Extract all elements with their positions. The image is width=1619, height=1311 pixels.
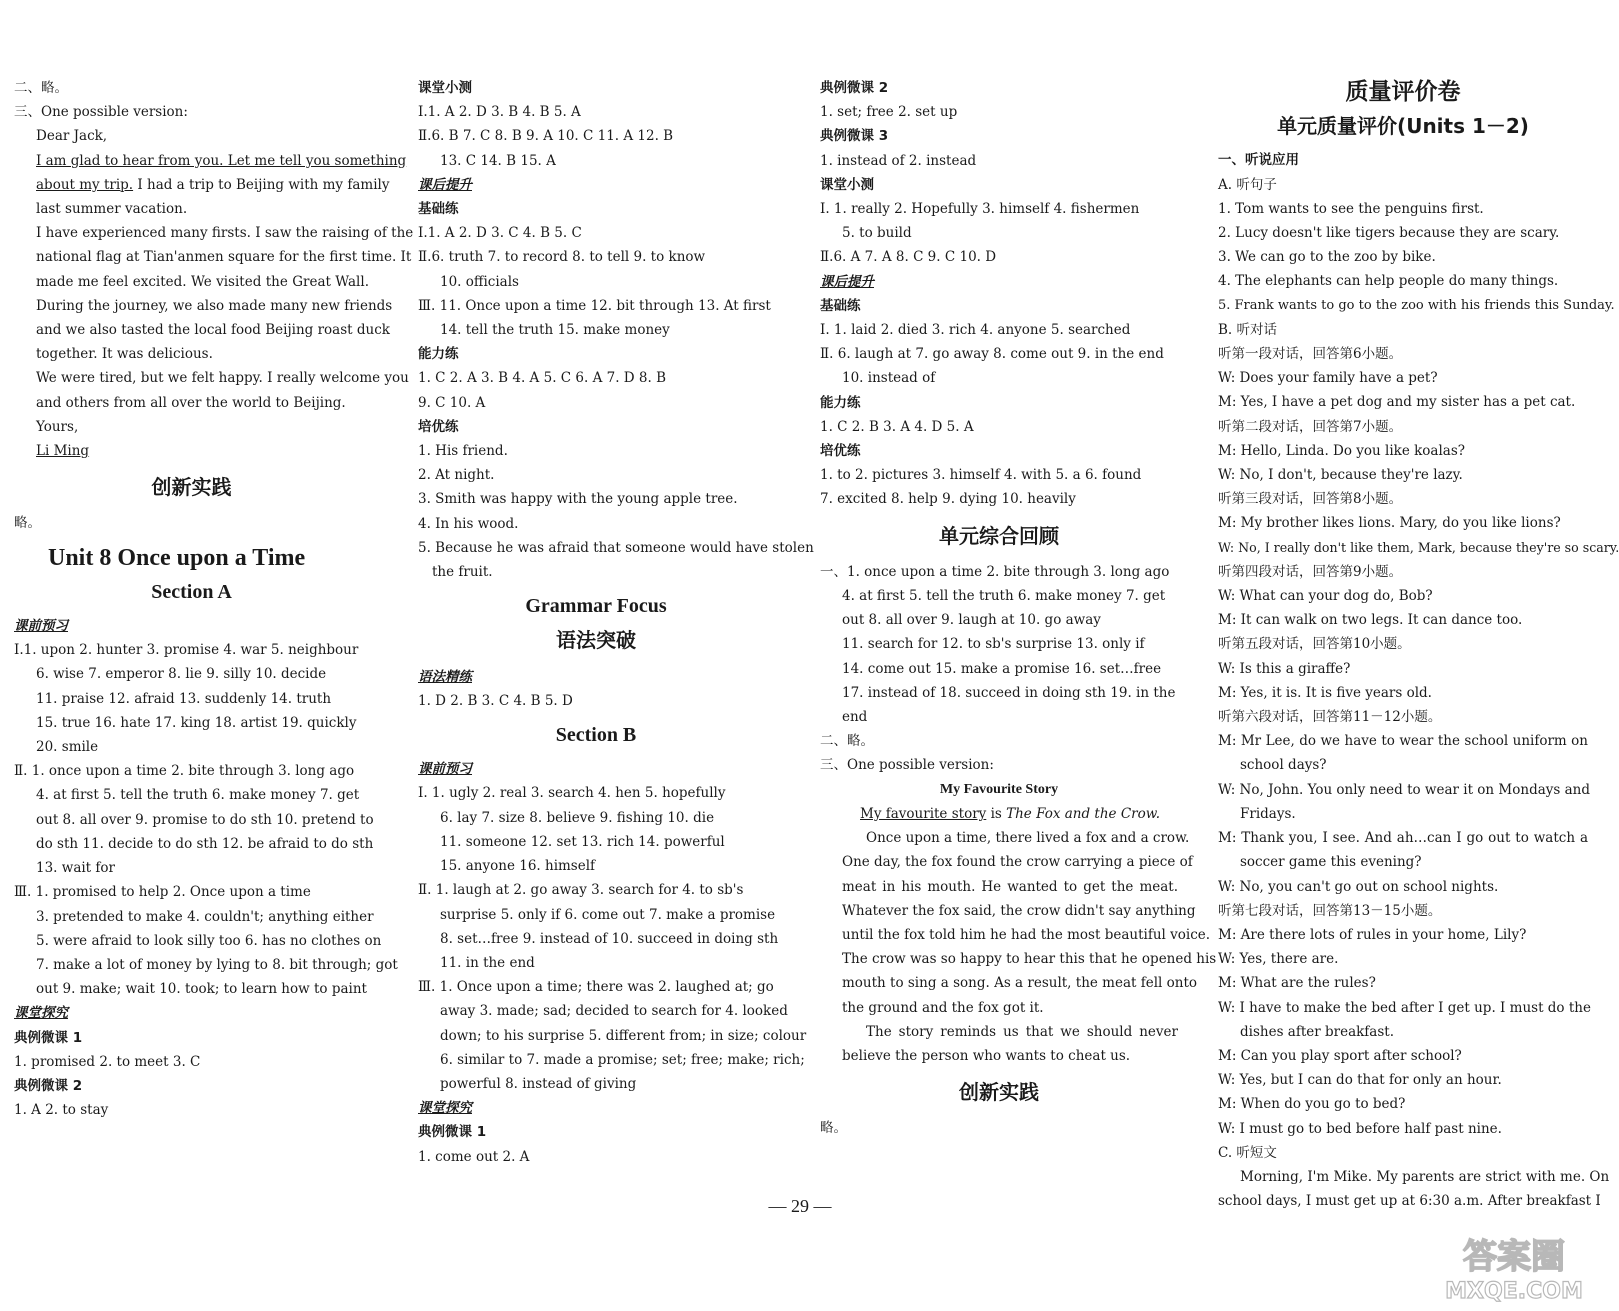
subheading: 基础练 bbox=[820, 297, 861, 314]
answer-line: 4. at first 5. tell the truth 6. make money 7. get bbox=[842, 588, 1166, 605]
script-line: W: Does your family have a pet? bbox=[1218, 370, 1438, 387]
answer-line: Ⅲ. 1. promised to help 2. Once upon a time bbox=[14, 884, 311, 901]
answer-line: 6. lay 7. size 8. believe 9. fishing 10. die bbox=[440, 809, 715, 826]
subheading: 培优练 bbox=[820, 443, 861, 460]
section-heading: Section A bbox=[151, 580, 232, 603]
answer-line: out 8. all over 9. promise to do sth 10. pretend to bbox=[36, 811, 374, 828]
script-line: 听第一段对话，回答第6小题。 bbox=[1218, 346, 1403, 363]
text-line: Once upon a time, there lived a fox and a crow. bbox=[866, 830, 1190, 847]
script-line: 1. Tom wants to see the penguins first. bbox=[1218, 200, 1484, 217]
script-line: school days, I must get up at 6:30 a.m. After breakfast I bbox=[1218, 1193, 1601, 1210]
text-line: 三、One possible version: bbox=[14, 104, 188, 121]
text-line: the ground and the fox got it. bbox=[842, 999, 1044, 1016]
answer-line: 13. C 14. B 15. A bbox=[440, 152, 556, 169]
script-line: 听第五段对话，回答第10小题。 bbox=[1218, 636, 1411, 653]
subheading: B. 听对话 bbox=[1218, 321, 1278, 338]
watermark-logo bbox=[1434, 1228, 1594, 1306]
script-line: W: Yes, but I can do that for only an hour. bbox=[1218, 1072, 1502, 1089]
section-heading: Section B bbox=[555, 724, 637, 747]
answer-line: Ⅱ. 1. laugh at 2. go away 3. search for 4. to sb's bbox=[418, 882, 744, 899]
script-line: W: I have to make the bed after I get up. I must do the bbox=[1218, 999, 1591, 1016]
answer-line: 6. wise 7. emperor 8. lie 9. silly 10. decide bbox=[36, 666, 327, 683]
text-line: I am glad to hear from you. Let me tell you something bbox=[36, 152, 407, 169]
answer-line: 14. come out 15. make a promise 16. set…free bbox=[842, 660, 1162, 677]
answer-line: 4. In his wood. bbox=[418, 515, 519, 532]
script-line: M: Are there lots of rules in your home, Lily? bbox=[1218, 926, 1527, 943]
answer-line: 11. search for 12. to sb's surprise 13. only if bbox=[842, 636, 1145, 653]
script-line: M: Mr Lee, do we have to wear the school uniform on bbox=[1218, 733, 1588, 750]
answer-line: 17. instead of 18. succeed in doing sth 19. in the bbox=[842, 684, 1176, 701]
text-line bbox=[14, 173, 390, 197]
script-line: 听第六段对话，回答第11－12小题。 bbox=[1218, 709, 1442, 726]
section-heading: 单元综合回顾 bbox=[939, 523, 1059, 548]
section-heading: 创新实践 bbox=[959, 1080, 1039, 1105]
underlined-phrase: about my trip. bbox=[36, 176, 134, 193]
script-line: W: Is this a giraffe? bbox=[1218, 660, 1351, 677]
category-tag: 语法精练 bbox=[418, 668, 472, 685]
subheading: 典例微课 1 bbox=[418, 1124, 487, 1141]
subheading: A. 听句子 bbox=[1218, 176, 1277, 193]
script-line: W: I must go to bed before half past nine. bbox=[1218, 1120, 1502, 1137]
answer-line: 10. officials bbox=[440, 273, 519, 290]
answer-line: 13. wait for bbox=[36, 860, 115, 877]
script-line: M: Thank you, I see. And ah…can I go out to watch a bbox=[1218, 830, 1588, 847]
answer-line: 1. C 2. B 3. A 4. D 5. A bbox=[820, 418, 974, 435]
text-line: last summer vacation. bbox=[36, 201, 188, 218]
underlined-phrase: My favourite story bbox=[860, 805, 987, 822]
answer-line: 5. were afraid to look silly too 6. has no clothes on bbox=[36, 932, 382, 949]
script-line: M: It can walk on two legs. It can dance too. bbox=[1218, 612, 1523, 629]
answer-line: 1. C 2. A 3. B 4. A 5. C 6. A 7. D 8. B bbox=[418, 370, 666, 387]
page-subtitle: 单元质量评价(Units 1－2) bbox=[1277, 114, 1529, 139]
answer-line: 11. in the end bbox=[440, 954, 535, 971]
text-line: until the fox told him he had the most beautiful voice. bbox=[842, 926, 1211, 943]
letter-closing: Yours, bbox=[36, 418, 79, 435]
answer-line: end bbox=[842, 709, 868, 726]
answer-line: 10. instead of bbox=[842, 370, 936, 387]
answer-line: Ⅱ. 6. laugh at 7. go away 8. come out 9. in the end bbox=[820, 346, 1164, 363]
text-span: is bbox=[986, 805, 1007, 822]
text-line: made me feel excited. We visited the Great Wall. bbox=[36, 273, 369, 290]
answer-line: Ⅱ.6. A 7. A 8. C 9. C 10. D bbox=[820, 249, 997, 266]
script-line: 听第三段对话，回答第8小题。 bbox=[1218, 491, 1403, 508]
text-line: One day, the fox found the crow carrying a piece of bbox=[842, 854, 1193, 871]
script-line: W: What can your dog do, Bob? bbox=[1218, 588, 1433, 605]
script-line: W: No, I really don't like them, Mark, because they're so scary. bbox=[1218, 539, 1619, 555]
text-line: The crow was so happy to hear this that he opened his bbox=[842, 951, 1217, 968]
script-line: M: Can you play sport after school? bbox=[1218, 1047, 1462, 1064]
script-line: M: Yes, I have a pet dog and my sister has a pet cat. bbox=[1218, 394, 1576, 411]
answer-line: 2. At night. bbox=[418, 467, 495, 484]
script-line: M: When do you go to bed? bbox=[1218, 1096, 1406, 1113]
text-line: together. It was delicious. bbox=[36, 346, 213, 363]
category-tag: 课后提升 bbox=[820, 273, 874, 290]
text-line: and others from all over the world to Beijing. bbox=[36, 394, 346, 411]
answer-line: Ⅱ.6. truth 7. to record 8. to tell 9. to know bbox=[418, 249, 706, 266]
answer-line: 15. anyone 16. himself bbox=[440, 858, 596, 875]
subheading: 课堂小测 bbox=[820, 176, 874, 193]
text-line: Whatever the fox said, the crow didn't say anything bbox=[842, 902, 1196, 919]
category-tag: 课前预习 bbox=[14, 618, 68, 635]
subheading: 课堂小测 bbox=[418, 80, 472, 96]
subheading: 培优练 bbox=[418, 418, 459, 435]
answer-line: Ⅰ. 1. laid 2. died 3. rich 4. anyone 5. searched bbox=[820, 322, 1131, 339]
section-heading: 语法突破 bbox=[556, 628, 636, 653]
answer-line: 11. praise 12. afraid 13. suddenly 14. truth bbox=[36, 690, 332, 707]
answer-line: 1. set; free 2. set up bbox=[820, 104, 958, 121]
answer-line: 4. at first 5. tell the truth 6. make money 7. get bbox=[36, 787, 360, 804]
script-line: W: No, John. You only need to wear it on Mondays and bbox=[1218, 781, 1590, 798]
answer-line: 1. promised 2. to meet 3. C bbox=[14, 1053, 201, 1070]
answer-line: 1. come out 2. A bbox=[418, 1148, 530, 1165]
section-heading: Grammar Focus bbox=[525, 595, 667, 618]
category-tag: 课堂探究 bbox=[418, 1100, 472, 1117]
script-line: M: My brother likes lions. Mary, do you like lions? bbox=[1218, 515, 1561, 532]
script-line: M: Hello, Linda. Do you like koalas? bbox=[1218, 442, 1465, 459]
answer-line: 7. excited 8. help 9. dying 10. heavily bbox=[820, 491, 1076, 508]
answer-line: out 9. make; wait 10. took; to learn how to paint bbox=[36, 981, 367, 998]
script-line: 听第四段对话，回答第9小题。 bbox=[1218, 563, 1403, 580]
answer-line: 9. C 10. A bbox=[418, 394, 486, 411]
answer-line: 15. true 16. hate 17. king 18. artist 19. quickly bbox=[36, 714, 357, 731]
answer-line: 3. Smith was happy with the young apple tree. bbox=[418, 491, 738, 508]
answer-line: 1. His friend. bbox=[418, 443, 508, 460]
text-line: mouth to sing a song. As a result, the meat fell onto bbox=[842, 975, 1198, 992]
answer-line: Ⅱ. 1. once upon a time 2. bite through 3. long ago bbox=[14, 763, 355, 780]
subheading: 基础练 bbox=[418, 201, 459, 218]
category-tag: 课后提升 bbox=[418, 176, 472, 193]
answer-line: Ⅰ. 1. ugly 2. real 3. search 4. hen 5. hopefully bbox=[418, 785, 726, 802]
answer-line: down; to his surprise 5. different from; in size; colour bbox=[440, 1027, 807, 1044]
text-line: The story reminds us that we should never bbox=[866, 1023, 1178, 1040]
text-line: 略。 bbox=[14, 515, 41, 532]
answer-line: Ⅰ.1. A 2. D 3. C 4. B 5. C bbox=[418, 225, 582, 242]
column-1 bbox=[14, 76, 414, 1122]
text-line: We were tired, but we felt happy. I really welcome you bbox=[36, 370, 409, 387]
answer-line: 5. Because he was afraid that someone would have stolen bbox=[418, 539, 814, 556]
script-line: soccer game this evening? bbox=[1240, 854, 1422, 871]
text-line: During the journey, we also made many new friends bbox=[36, 297, 393, 314]
answer-line: 1. to 2. pictures 3. himself 4. with 5. a 6. found bbox=[820, 467, 1142, 484]
script-line: 2. Lucy doesn't like tigers because they are scary. bbox=[1218, 225, 1560, 242]
answer-line: out 8. all over 9. laugh at 10. go away bbox=[842, 612, 1101, 629]
script-line: W: No, I don't, because they're lazy. bbox=[1218, 467, 1463, 484]
answer-line: 8. set…free 9. instead of 10. succeed in doing sth bbox=[440, 930, 779, 947]
answer-line: Ⅱ.6. B 7. C 8. B 9. A 10. C 11. A 12. B bbox=[418, 128, 674, 145]
answer-line: 一、1. once upon a time 2. bite through 3. long ago bbox=[820, 563, 1170, 580]
text-line: 二、略。 bbox=[14, 80, 68, 96]
svg-text:答案圈: 答案圈 bbox=[1463, 1237, 1565, 1277]
story-title: My Favourite Story bbox=[939, 781, 1059, 797]
text-line: meat in his mouth. He wanted to get the meat. bbox=[842, 878, 1178, 895]
column-2 bbox=[418, 76, 814, 1169]
answer-line: the fruit. bbox=[432, 564, 493, 581]
answer-line: 1. instead of 2. instead bbox=[820, 152, 977, 169]
answer-line: 6. similar to 7. made a promise; set; free; make; rich; bbox=[440, 1051, 805, 1068]
answer-line: 5. to build bbox=[842, 225, 912, 242]
subheading: C. 听短文 bbox=[1218, 1144, 1277, 1161]
page-number: — 29 — bbox=[768, 1196, 832, 1216]
script-line: 4. The elephants can help people do many things. bbox=[1218, 273, 1559, 290]
answer-line: 1. D 2. B 3. C 4. B 5. D bbox=[418, 692, 573, 709]
letter-salutation: Dear Jack, bbox=[36, 128, 108, 145]
answer-line: do sth 11. decide to do sth 12. be afraid to do sth bbox=[36, 835, 374, 852]
answer-line: Ⅲ. 11. Once upon a time 12. bit through 13. At first bbox=[418, 297, 771, 314]
unit-heading: Unit 8 Once upon a Time bbox=[48, 544, 306, 571]
answer-line: Ⅰ.1. A 2. D 3. B 4. B 5. A bbox=[418, 104, 581, 121]
subheading: 能力练 bbox=[418, 346, 459, 363]
letter-signature: Li Ming bbox=[36, 443, 90, 460]
category-tag: 课前预习 bbox=[418, 761, 472, 778]
subheading: 典例微课 1 bbox=[14, 1029, 83, 1046]
svg-text:MXQE.COM: MXQE.COM bbox=[1445, 1279, 1583, 1304]
answer-line: 20. smile bbox=[36, 739, 99, 756]
subheading: 典例微课 3 bbox=[820, 128, 889, 145]
subheading: 能力练 bbox=[820, 394, 861, 411]
answer-line: surprise 5. only if 6. come out 7. make a promise bbox=[440, 906, 776, 923]
script-line: school days? bbox=[1240, 757, 1327, 774]
answer-line: Ⅲ. 1. Once upon a time; there was 2. laughed at; go bbox=[418, 979, 774, 996]
script-line: 听第二段对话，回答第7小题。 bbox=[1218, 418, 1403, 435]
subheading: 典例微课 2 bbox=[820, 80, 889, 96]
script-line: M: What are the rules? bbox=[1218, 975, 1376, 992]
answer-line: Ⅰ. 1. really 2. Hopefully 3. himself 4. fishermen bbox=[820, 201, 1140, 218]
text-line: 略。 bbox=[820, 1120, 847, 1137]
script-line: dishes after breakfast. bbox=[1240, 1023, 1394, 1040]
text-span: I had a trip to Beijing with my family bbox=[133, 176, 390, 193]
answer-line: 3. pretended to make 4. couldn't; anything either bbox=[36, 908, 374, 925]
answer-line: Ⅰ.1. upon 2. hunter 3. promise 4. war 5. neighbour bbox=[14, 642, 359, 659]
script-line: W: Yes, there are. bbox=[1218, 951, 1339, 968]
script-line: 5. Frank wants to go to the zoo with his friends this Sunday. bbox=[1218, 297, 1615, 313]
text-line: and we also tasted the local food Beijing roast duck bbox=[36, 322, 390, 339]
category-tag: 课堂探究 bbox=[14, 1005, 68, 1022]
story-name: The Fox and the Crow. bbox=[1006, 805, 1160, 822]
answer-line: 11. someone 12. set 13. rich 14. powerful bbox=[440, 833, 725, 850]
script-line: 3. We can go to the zoo by bike. bbox=[1218, 249, 1436, 266]
text-line bbox=[820, 802, 1178, 826]
answer-line: 14. tell the truth 15. make money bbox=[440, 322, 670, 339]
page-title: 质量评价卷 bbox=[1345, 79, 1461, 105]
answer-line: away 3. made; sad; decided to search for 4. looked bbox=[440, 1003, 788, 1020]
text-line: believe the person who wants to cheat us. bbox=[842, 1047, 1131, 1064]
script-line: Fridays. bbox=[1240, 805, 1296, 822]
answer-line: powerful 8. instead of giving bbox=[440, 1075, 637, 1092]
subheading: 一、听说应用 bbox=[1218, 152, 1299, 169]
text-line: I have experienced many firsts. I saw the raising of the bbox=[36, 225, 414, 242]
text-line: national flag at Tian'anmen square for the first time. It bbox=[36, 249, 412, 266]
text-line: 二、略。 bbox=[820, 733, 874, 750]
script-line: Morning, I'm Mike. My parents are strict with me. On bbox=[1240, 1168, 1610, 1185]
answer-line: 7. make a lot of money by lying to 8. bit through; got bbox=[36, 956, 398, 973]
script-line: 听第七段对话，回答第13－15小题。 bbox=[1218, 902, 1442, 919]
column-4 bbox=[1218, 76, 1619, 1213]
script-line: W: No, you can't go out on school nights. bbox=[1218, 878, 1499, 895]
script-line: M: Yes, it is. It is five years old. bbox=[1218, 684, 1432, 701]
text-line: 三、One possible version: bbox=[820, 757, 994, 774]
column-3 bbox=[820, 76, 1217, 1141]
section-heading: 创新实践 bbox=[151, 475, 232, 500]
subheading: 典例微课 2 bbox=[14, 1077, 83, 1094]
answer-line: 1. A 2. to stay bbox=[14, 1102, 109, 1119]
